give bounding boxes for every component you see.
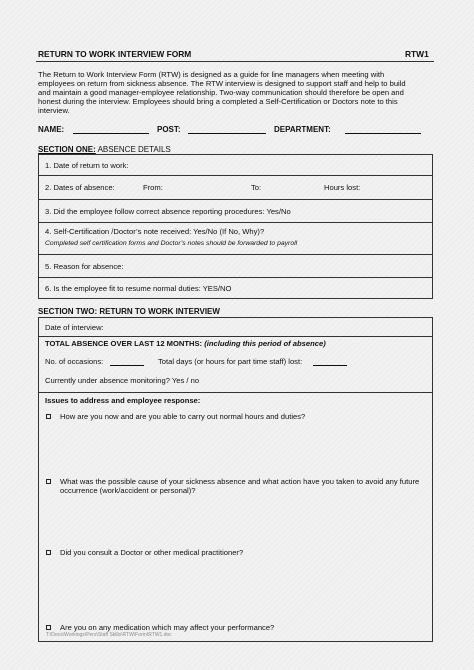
self-cert-note: Completed self certification forms and Doctor’s notes should be forwarded to payroll [45,240,298,247]
total-absence-label: TOTAL ABSENCE OVER LAST 12 MONTHS: [45,339,203,348]
table-divider [38,175,433,176]
hours-lost-label: Hours lost: [324,183,361,192]
q3-text: Did you consult a Doctor or other medical practitioner? [60,548,244,557]
date-of-interview-label: Date of interview: [45,323,104,332]
intro-line: and maintain a good manager-employee relationship. Two-way communication should therefore be open and [38,88,404,97]
header-rule [36,61,434,62]
reporting-procedures-question: 3. Did the employee follow correct absence reporting procedures: Yes/No [45,207,291,216]
intro-line: interview. [38,106,70,115]
section-one-heading [38,145,171,154]
table-divider [38,392,433,393]
intro-line: employees on return from sickness absence. The RTW interview is designed to support staff and help to build [38,79,406,88]
occasions-label: No. of occasions: [45,357,104,366]
self-cert-question: 4. Self-Certification /Doctor’s note received: Yes/No (If No, Why)? [45,227,265,236]
q3-checkbox[interactable] [46,550,51,555]
dates-of-absence-label: 2. Dates of absence: [45,183,115,192]
section-one-title: ABSENCE DETAILS [97,145,171,154]
section-two-heading: SECTION TWO: RETURN TO WORK INTERVIEW [38,307,220,316]
post-label: POST: [157,125,181,134]
intro-line: honest during the interview. Employees should bring a completed a Self-Certification or Doctors note to this [38,97,398,106]
intro-line: The Return to Work Interview Form (RTW) is designed as a guide for line managers when meeting with [38,70,385,79]
table-divider [38,336,433,337]
fit-to-resume-question: 6. Is the employee fit to resume normal duties: YES/NO [45,284,232,293]
total-days-label: Total days (or hours for part time staff) lost: [158,357,303,366]
q1-text: How are you now and are you able to carry out normal hours and duties? [60,412,306,421]
post-field[interactable] [188,133,266,134]
table-divider [38,199,433,200]
department-label: DEPARTMENT: [274,125,331,134]
q2-checkbox[interactable] [46,479,51,484]
q4-text: Are you on any medication which may affect your performance? [60,623,275,632]
form-code: RTW1 [405,49,429,59]
total-days-field[interactable] [313,365,347,366]
total-absence-heading [45,339,326,348]
q2-text-continued: occurrence (work/accident or personal)? [60,486,196,495]
name-label: NAME: [38,125,65,134]
absence-monitoring-question: Currently under absence monitoring? Yes / no [45,376,200,385]
occasions-field[interactable] [110,365,144,366]
section-one-label: SECTION ONE: [38,145,96,154]
reason-for-absence-label: 5. Reason for absence: [45,262,124,271]
q4-checkbox[interactable] [46,625,51,630]
footer-file-path: T:\Docs\Workings\Pers\Staff Skills\RTW\Form\RTW1.doc [46,632,172,638]
absence-to-label: To: [251,183,262,192]
total-absence-note: (including this period of absence) [204,339,326,348]
date-of-return-label: 1. Date of return to work: [45,161,129,170]
table-divider [38,254,433,255]
q2-text: What was the possible cause of your sickness absence and what action have you taken to avoid any future [60,477,420,486]
table-divider [38,277,433,278]
table-divider [38,222,433,223]
issues-heading: Issues to address and employee response: [45,396,201,405]
q1-checkbox[interactable] [46,414,51,419]
absence-from-label: From: [143,183,163,192]
name-field[interactable] [73,133,149,134]
form-title: RETURN TO WORK INTERVIEW FORM [38,49,192,59]
department-field[interactable] [345,133,421,134]
